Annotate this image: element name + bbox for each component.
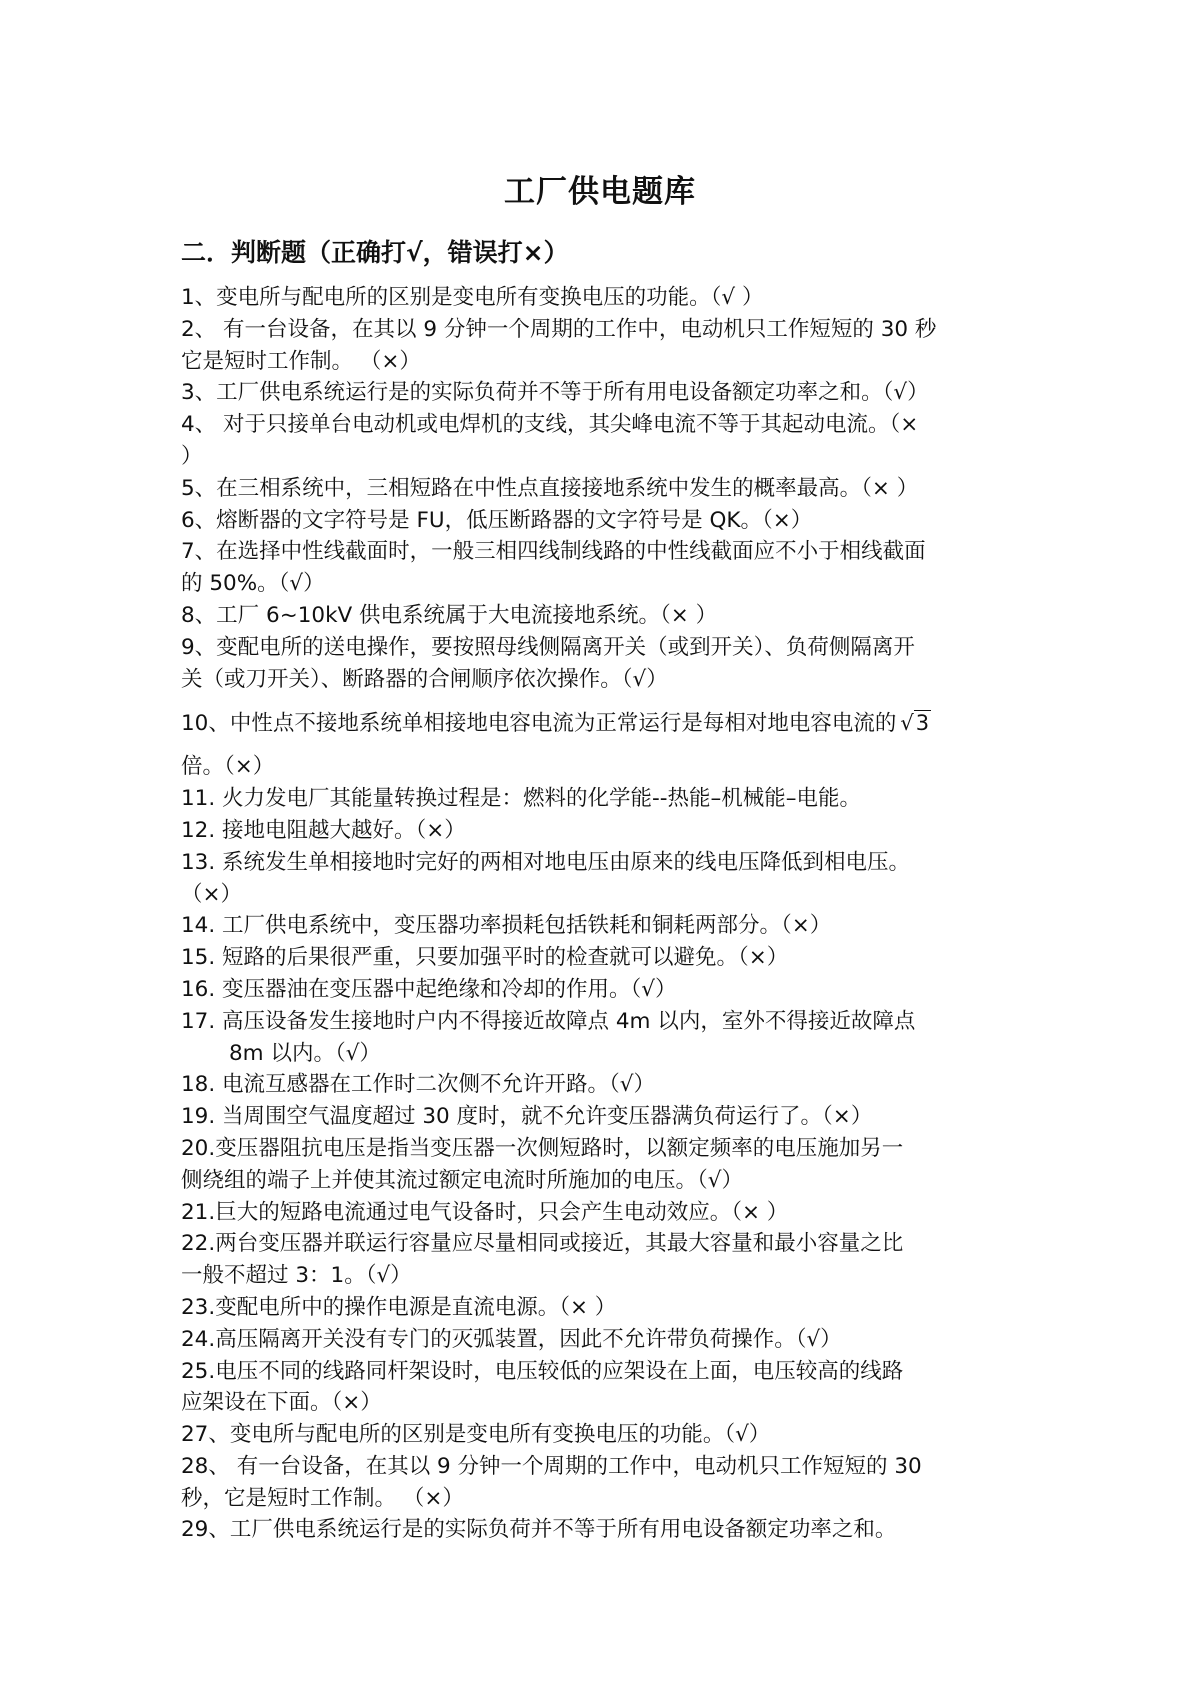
sqrt-formula	[900, 695, 931, 751]
question-item	[181, 695, 1026, 783]
sqrt-symbol: √	[900, 711, 914, 736]
question-text: 12. 接地电阻越大越好。（×）	[181, 817, 466, 843]
question-line	[181, 600, 1026, 632]
question-text: 27、变电所与配电所的区别是变电所有变换电压的功能。（√）	[181, 1422, 771, 1448]
question-text: 的 50%。（√）	[181, 571, 325, 597]
question-line	[181, 1514, 1026, 1546]
question-text: 29、工厂供电系统运行是的实际负荷并不等于所有用电设备额定功率之和。	[181, 1517, 897, 1543]
question-item	[181, 632, 1026, 696]
question-item	[181, 314, 1026, 378]
question-text: 8、工厂 6~10kV 供电系统属于大电流接地系统。（× ）	[181, 602, 718, 628]
question-text: 15. 短路的后果很严重，只要加强平时的检查就可以避免。（×）	[181, 945, 789, 971]
question-text: 7、在选择中性线截面时，一般三相四线制线路的中性线截面应不小于相线截面	[181, 539, 926, 565]
question-line	[181, 1165, 1026, 1197]
question-line	[181, 879, 1026, 911]
question-text: ）	[181, 443, 203, 469]
question-text: 24.高压隔离开关没有专门的灭弧装置，因此不允许带负荷操作。（√）	[181, 1326, 842, 1352]
question-list	[181, 282, 1026, 1546]
question-item	[181, 1292, 1026, 1324]
question-line	[181, 1451, 1026, 1483]
question-item	[181, 847, 1026, 911]
question-line	[181, 505, 1026, 537]
question-text: 11. 火力发电厂其能量转换过程是：燃料的化学能--热能–机械能–电能。	[181, 786, 862, 812]
question-item	[181, 1228, 1026, 1292]
question-line	[181, 377, 1026, 409]
question-line	[181, 536, 1026, 568]
question-line	[181, 1292, 1026, 1324]
question-text: 5、在三相系统中，三相短路在中性点直接接地系统中发生的概率最高。（× ）	[181, 475, 919, 501]
question-item	[181, 910, 1026, 942]
question-text: 8m 以内。（√）	[229, 1040, 381, 1066]
question-item	[181, 1101, 1026, 1133]
question-line	[181, 1419, 1026, 1451]
question-item	[181, 1324, 1026, 1356]
question-line	[181, 783, 1026, 815]
question-item	[181, 1356, 1026, 1420]
question-line	[181, 815, 1026, 847]
question-item	[181, 1069, 1026, 1101]
question-item	[181, 505, 1026, 537]
page-title: 工厂供电题库	[504, 174, 696, 210]
question-item	[181, 1133, 1026, 1197]
question-text: 秒，它是短时工作制。 （×）	[181, 1485, 464, 1511]
question-text: 20.变压器阻抗电压是指当变压器一次侧短路时，以额定频率的电压施加另一	[181, 1135, 904, 1161]
question-line	[181, 441, 1026, 473]
question-text: 一般不超过 3：1。（√）	[181, 1263, 412, 1289]
question-line	[181, 942, 1026, 974]
question-line	[181, 1483, 1026, 1515]
question-text: 23.变配电所中的操作电源是直流电源。（× ）	[181, 1294, 617, 1320]
question-line	[181, 473, 1026, 505]
question-text: 21.巨大的短路电流通过电气设备时，只会产生电动效应。（× ）	[181, 1199, 789, 1225]
question-text: 4、 对于只接单台电动机或电焊机的支线，其尖峰电流不等于其起动电流。（×	[181, 412, 919, 438]
question-text: 22.两台变压器并联运行容量应尽量相同或接近，其最大容量和最小容量之比	[181, 1231, 904, 1257]
question-line	[181, 1387, 1026, 1419]
question-line	[181, 1197, 1026, 1229]
question-line	[181, 568, 1026, 600]
question-text: 2、 有一台设备，在其以 9 分钟一个周期的工作中，电动机只工作短短的 30 秒	[181, 316, 937, 342]
question-text: 14. 工厂供电系统中，变压器功率损耗包括铁耗和铜耗两部分。（×）	[181, 913, 832, 939]
question-line	[181, 974, 1026, 1006]
question-line	[181, 1356, 1026, 1388]
question-item	[181, 409, 1026, 473]
question-text: 25.电压不同的线路同杆架设时，电压较低的应架设在上面，电压较高的线路	[181, 1358, 904, 1384]
question-line	[181, 695, 1026, 751]
question-item	[181, 1419, 1026, 1451]
question-line	[181, 1101, 1026, 1133]
question-text: 侧绕组的端子上并使其流过额定电流时所施加的电压。（√）	[181, 1167, 743, 1193]
question-line	[181, 1228, 1026, 1260]
question-item	[181, 377, 1026, 409]
question-item	[181, 942, 1026, 974]
question-line	[181, 1069, 1026, 1101]
question-item	[181, 600, 1026, 632]
question-text: 16. 变压器油在变压器中起绝缘和冷却的作用。（√）	[181, 976, 677, 1002]
question-text: 1、变电所与配电所的区别是变电所有变换电压的功能。（√ ）	[181, 285, 764, 310]
question-text: 3、工厂供电系统运行是的实际负荷并不等于所有用电设备额定功率之和。（√）	[181, 380, 929, 406]
question-text: 关（或刀开关）、断路器的合闸顺序依次操作。（√）	[181, 666, 668, 692]
question-line	[181, 314, 1026, 346]
question-line	[181, 664, 1026, 696]
question-text: 10、中性点不接地系统单相接地电容电流为正常运行是每相对地电容电流的	[181, 711, 897, 737]
question-line	[181, 1006, 1026, 1038]
question-text: 6、熔断器的文字符号是 FU，低压断路器的文字符号是 QK。（×）	[181, 507, 813, 533]
question-text: 应架设在下面。（×）	[181, 1390, 382, 1416]
question-text: （×）	[181, 881, 243, 907]
question-line	[181, 847, 1026, 879]
question-text: 倍。（×）	[181, 754, 275, 780]
question-item	[181, 783, 1026, 815]
question-line	[181, 1324, 1026, 1356]
question-item	[181, 815, 1026, 847]
question-line	[181, 910, 1026, 942]
question-text: 13. 系统发生单相接地时完好的两相对地电压由原来的线电压降低到相电压。	[181, 849, 911, 875]
question-text: 28、 有一台设备，在其以 9 分钟一个周期的工作中，电动机只工作短短的 30	[181, 1453, 922, 1479]
question-item	[181, 1006, 1026, 1070]
question-line	[181, 1038, 1026, 1070]
question-text: 17. 高压设备发生接地时户内不得接近故障点 4m 以内，室外不得接近故障点	[181, 1008, 916, 1034]
question-line	[181, 632, 1026, 664]
question-item	[181, 282, 1026, 314]
question-line	[181, 1133, 1026, 1165]
section-heading: 二．判断题（正确打√，错误打×）	[181, 238, 569, 267]
question-item	[181, 974, 1026, 1006]
question-text: 18. 电流互感器在工作时二次侧不允许开路。（√）	[181, 1072, 655, 1098]
question-item	[181, 536, 1026, 600]
question-item	[181, 1514, 1026, 1546]
question-text: 它是短时工作制。 （×）	[181, 348, 421, 374]
question-item	[181, 1451, 1026, 1515]
question-line	[181, 346, 1026, 378]
question-line	[181, 282, 1026, 314]
question-line	[181, 751, 1026, 783]
question-text: 9、变配电所的送电操作，要按照母线侧隔离开关（或到开关）、负荷侧隔离开	[181, 634, 915, 660]
question-item	[181, 473, 1026, 505]
question-line	[181, 409, 1026, 441]
question-text: 19. 当周围空气温度超过 30 度时，就不允许变压器满负荷运行了。（×）	[181, 1104, 873, 1130]
sqrt-radicand: 3	[915, 711, 930, 736]
question-item	[181, 1197, 1026, 1229]
question-line	[181, 1260, 1026, 1292]
